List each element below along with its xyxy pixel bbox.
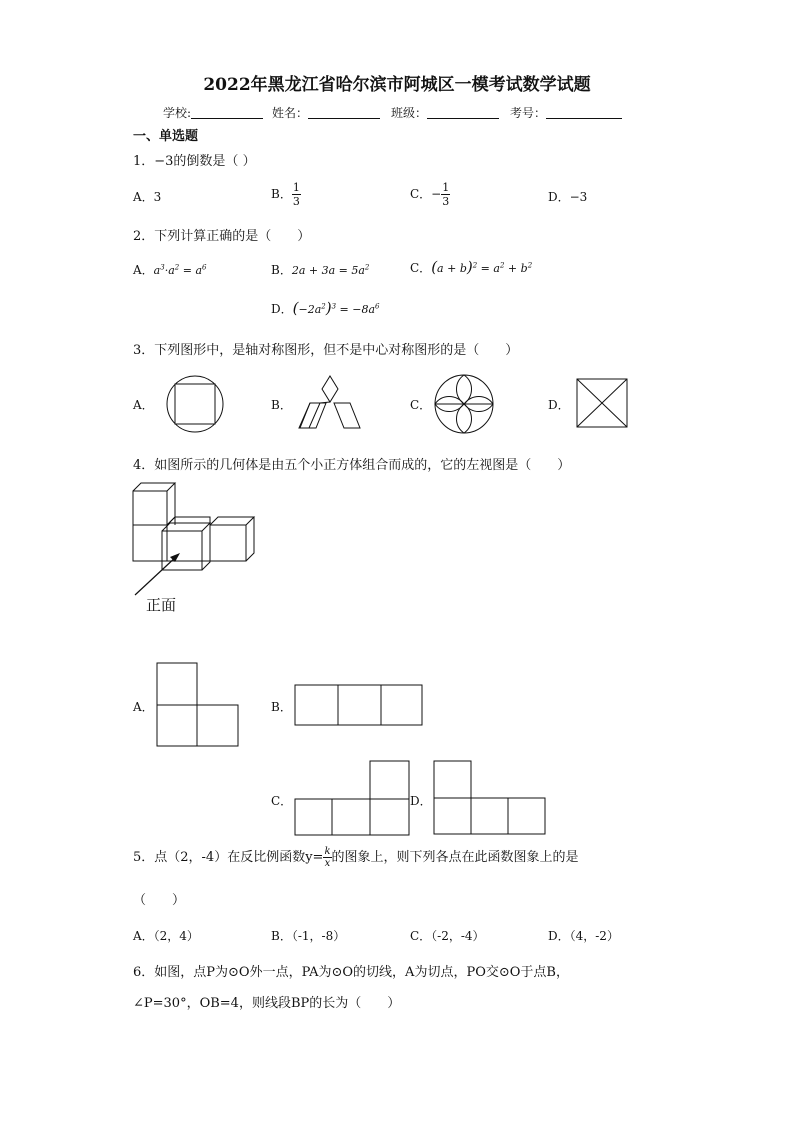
q5-answer-paren: （ ）: [133, 893, 186, 908]
q1-stem: 1．−3的倒数是（ ）: [133, 154, 256, 169]
q3-option-d[interactable]: D．: [548, 398, 570, 412]
q2-stem: 2．下列计算正确的是（ ）: [133, 229, 311, 244]
q4-option-a[interactable]: A．: [133, 700, 154, 714]
class-field[interactable]: 班级：: [391, 104, 499, 121]
q2-option-c[interactable]: C．$(a + b)^2 = a^2 + b^2$: [410, 258, 533, 276]
q2-a-formula: $a^3\cdot a^2 = a^6$: [153, 263, 207, 277]
q3-figure-b-rhombuses: [298, 375, 362, 431]
q3-figure-c-circle-petals: [434, 374, 494, 434]
q1-option-d[interactable]: D．−3: [548, 190, 588, 204]
q3-figure-a-circle-square: [166, 375, 224, 433]
q1-option-a[interactable]: A．3: [133, 190, 162, 204]
q4-stem: 4．如图所示的几何体是由五个小正方体组合而成的，它的左视图是（ ）: [133, 458, 571, 473]
q2-b-formula: $2a + 3a = 5a^2$: [291, 263, 370, 277]
q5-option-c[interactable]: C．（-2，-4）: [410, 929, 485, 943]
q3-option-c[interactable]: C．: [410, 398, 432, 412]
name-field[interactable]: 姓名：: [272, 104, 380, 121]
q5-option-a[interactable]: A．（2，4）: [133, 929, 199, 943]
q6-stem-line1: 6．如图，点P为⊙O外一点，PA为⊙O的切线，A为切点，PO交⊙O于点B，: [133, 965, 569, 980]
q2-option-d[interactable]: D．$(-2a^2)^3 = -8a^6$: [271, 299, 380, 317]
front-label: 正面: [146, 596, 177, 614]
q4-view-b: [294, 684, 424, 726]
q2-d-formula: $(-2a^2)^3 = -8a^6$: [292, 299, 380, 317]
q3-option-a[interactable]: A．: [133, 398, 154, 412]
q1-option-c[interactable]: C．− $\frac{1}{3}$: [410, 181, 450, 208]
q3-figure-d-square-x: [576, 378, 628, 428]
q2-option-b[interactable]: B．$2a + 3a = 5a^2$: [271, 263, 370, 277]
q2-option-a[interactable]: A．$a^3\cdot a^2 = a^6$: [133, 263, 207, 277]
q4-option-d[interactable]: D．: [410, 794, 432, 808]
school-field[interactable]: 学校:: [163, 104, 263, 121]
q2-c-formula: $(a + b)^2 = a^2 + b^2$: [431, 258, 533, 276]
q4-view-a: [156, 662, 240, 748]
page-title: 2022年黑龙江省哈尔滨市阿城区一模考试数学试题: [203, 75, 591, 95]
q4-option-c[interactable]: C．: [271, 794, 293, 808]
q4-cube-solid-figure: [130, 480, 255, 600]
exam-no-field[interactable]: 考号：: [510, 104, 622, 121]
q3-stem: 3．下列图形中，是轴对称图形，但不是中心对称图形的是（ ）: [133, 343, 519, 358]
q4-view-c: [294, 760, 412, 837]
section-heading: 一、单选题: [133, 129, 199, 144]
q4-option-b[interactable]: B．: [271, 700, 292, 714]
q4-view-d: [433, 760, 547, 836]
q5-stem: 5．点（2，-4）在反比例函数y= $\frac{k}{x}$ 的图象上，则下列各点在此函数图象上的是: [133, 846, 579, 869]
q6-stem-line2: ∠P=30°，OB=4，则线段BP的长为（ ）: [133, 996, 401, 1011]
q5-option-d[interactable]: D．（4，-2）: [548, 929, 619, 943]
q5-option-b[interactable]: B．（-1，-8）: [271, 929, 346, 943]
q3-option-b[interactable]: B．: [271, 398, 292, 412]
q1-option-b[interactable]: B． $\frac{1}{3}$: [271, 181, 300, 208]
